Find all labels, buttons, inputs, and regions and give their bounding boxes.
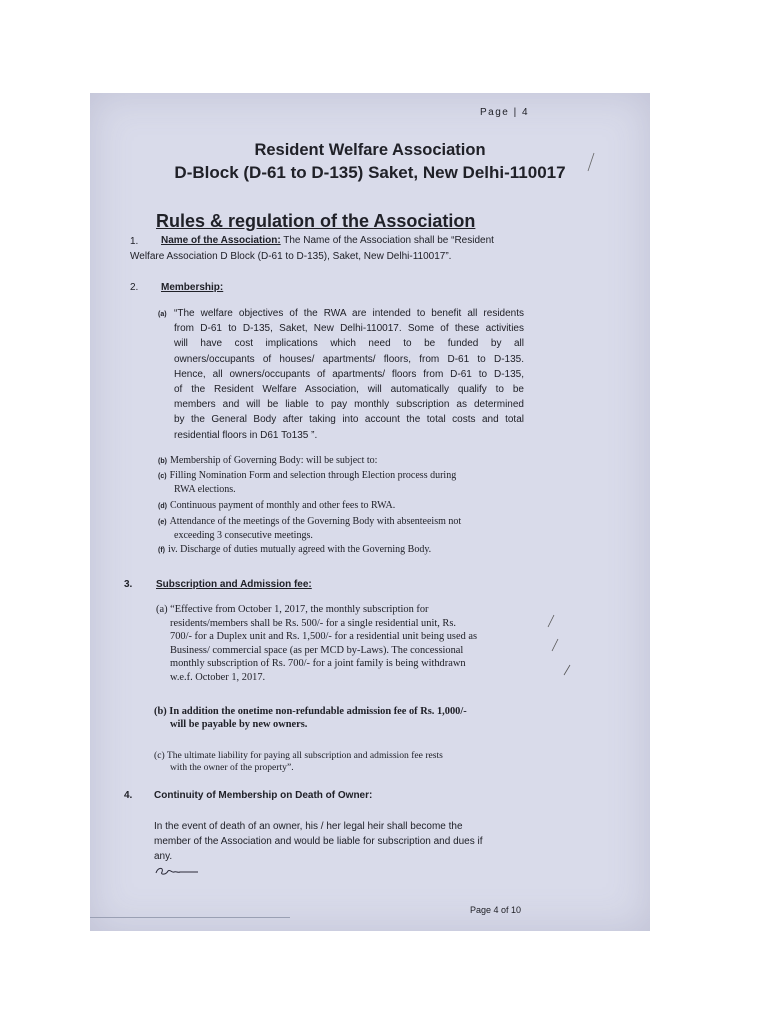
- section-1-line-2: Welfare Association D Block (D-61 to D-135), Saket, New Delhi-110017”.: [130, 251, 452, 262]
- section-2f-marker: (f): [158, 547, 165, 554]
- section-2e-marker: (e): [158, 519, 167, 526]
- section-2f-item: [158, 543, 431, 557]
- scan-edge-line: [90, 917, 290, 918]
- section-4-line: any.: [154, 851, 173, 863]
- rules-title: Rules & regulation of the Association: [156, 211, 476, 231]
- section-2a-line: will have cost implications which need to be funded by all: [174, 338, 524, 350]
- section-3a-line: 700/- for a Duplex unit and Rs. 1,500/- for a residential unit being used as: [170, 631, 478, 643]
- section-3a-line: w.e.f. October 1, 2017.: [170, 671, 266, 683]
- org-name-title: Resident Welfare Association: [254, 141, 486, 159]
- handwritten-initials: [152, 863, 202, 879]
- section-3a-line: residents/members shall be Rs. 500/- for a single residential unit, Rs.: [170, 617, 456, 629]
- section-2d-marker: (d): [158, 503, 167, 510]
- section-2f-text: iv. Discharge of duties mutually agreed with the Governing Body.: [168, 544, 432, 555]
- section-2a-line: owners/occupants of houses/ apartments/ floors, from D-61 to D-135.: [174, 353, 524, 365]
- section-2e-text: Attendance of the meetings of the Governing Body with absenteeism not: [169, 516, 462, 527]
- document-page: [90, 93, 650, 931]
- section-4-text: [154, 819, 524, 865]
- section-2a-text: [174, 306, 524, 443]
- section-2c-marker: (c): [158, 473, 167, 480]
- section-2a-line: residential floors in D61 To135 ”.: [174, 429, 318, 441]
- section-2a-line: “The welfare objectives of the RWA are intended to benefit all residents: [174, 308, 524, 319]
- footer-page-number: Page 4 of 10: [470, 905, 522, 915]
- section-3-number: 3.: [124, 579, 133, 590]
- section-3a-line: Business/ commercial space (as per MCD by-Laws). The concessional: [170, 644, 464, 656]
- section-3a-line: monthly subscription of Rs. 700/- for a joint family is being withdrawn: [170, 658, 466, 670]
- section-2a-line: Hence, all owners/occupants of apartments/ floors from D-61 to D-135,: [174, 368, 524, 380]
- section-2-heading: Membership:: [161, 282, 224, 293]
- section-2a-line: by the General Body after taking into account the total costs and total: [174, 414, 524, 426]
- pen-mark: [536, 613, 576, 683]
- section-1-number: 1.: [130, 236, 139, 247]
- section-3b-line-2: will be payable by new owners.: [170, 719, 308, 730]
- section-1-heading: Name of the Association:: [161, 235, 281, 246]
- section-2b-marker: (b): [158, 458, 167, 465]
- section-2b-text: Membership of Governing Body: will be subject to:: [169, 455, 378, 466]
- section-3c-line-2: with the owner of the property”.: [170, 762, 294, 773]
- section-1-line-1: [161, 233, 611, 248]
- section-2a-line: members and will be liable to pay monthly subscription as determined: [174, 399, 524, 411]
- org-address-title: D-Block (D-61 to D-135) Saket, New Delhi-110017: [174, 163, 566, 182]
- section-3a-line: (a) “Effective from October 1, 2017, the monthly subscription for: [156, 604, 429, 615]
- section-2c-text: Filling Nomination Form and selection through Election process during: [169, 470, 457, 481]
- section-2e-text-cont: exceeding 3 consecutive meetings.: [174, 530, 313, 541]
- section-2a-marker: (a): [158, 311, 167, 318]
- section-3c-line-1: (c) The ultimate liability for paying all subscription and admission fee rests: [154, 750, 443, 761]
- section-2a-line: from D-61 to D-135, Saket, New Delhi-110017. Some of these activities: [174, 323, 524, 335]
- section-4-line: In the event of death of an owner, his / her legal heir shall become the: [154, 821, 463, 832]
- section-3a-text: [156, 603, 526, 685]
- section-1-text: The Name of the Association shall be “Resident: [280, 235, 494, 246]
- section-2d-item: [158, 499, 395, 513]
- section-2c-text-cont: RWA elections.: [174, 484, 236, 495]
- section-2-number: 2.: [130, 282, 139, 293]
- section-4-line: member of the Association and would be liable for subscription and dues if: [154, 836, 483, 848]
- pen-mark: [584, 151, 598, 175]
- section-3b-line-1: (b) In addition the onetime non-refundable admission fee of Rs. 1,000/-: [154, 706, 467, 717]
- section-4-heading: Continuity of Membership on Death of Owner:: [154, 790, 373, 801]
- section-2e-item: [158, 515, 461, 529]
- section-2b-item: [158, 454, 377, 468]
- section-2d-text: Continuous payment of monthly and other fees to RWA.: [169, 500, 396, 511]
- section-2a-line: of the Resident Welfare Association, will automatically qualify to be: [174, 384, 524, 396]
- section-2c-item: [158, 469, 456, 483]
- section-4-number: 4.: [124, 790, 133, 801]
- section-3-heading: Subscription and Admission fee:: [156, 579, 312, 590]
- header-page-number: Page | 4: [480, 107, 530, 118]
